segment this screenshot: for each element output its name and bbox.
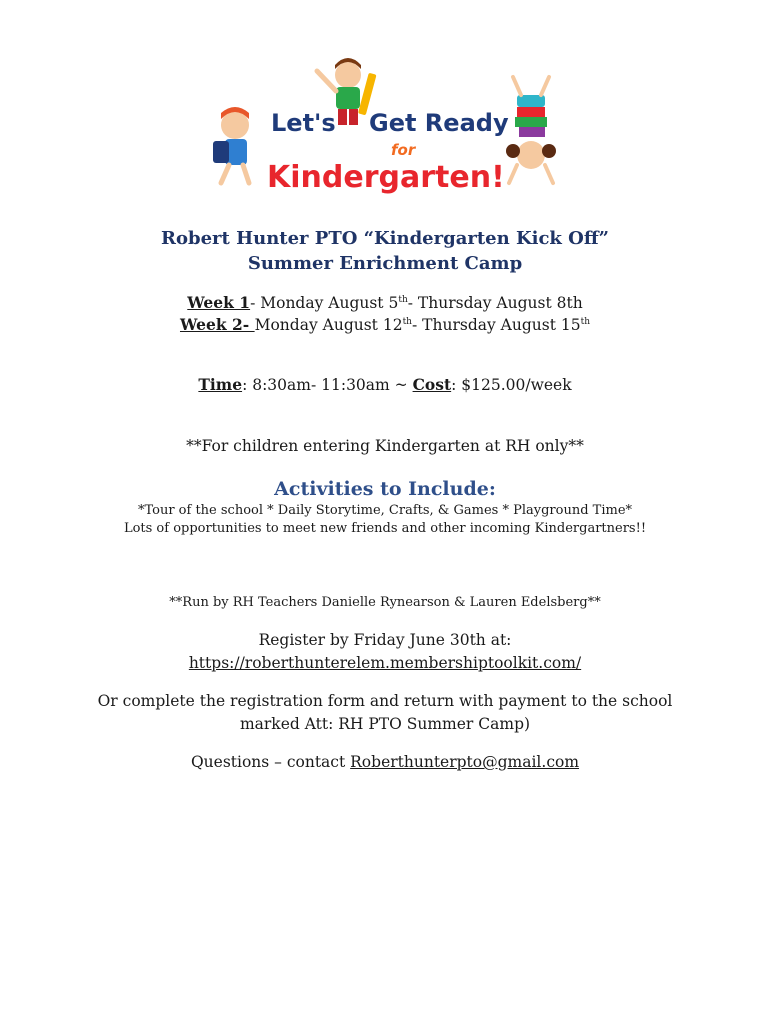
register-link[interactable]: https://roberthunterelem.membershiptoolkit.com/ [188, 654, 582, 672]
kindergarten-logo [205, 55, 565, 205]
eligibility-note: **For children entering Kindergarten at RH only** [186, 437, 584, 455]
week-2-end: - Thursday August 15 [411, 316, 581, 334]
week-2-start: Monday August 12 [254, 316, 403, 334]
week-2-label: Week 2- [179, 315, 255, 334]
time-cost-line [0, 375, 770, 394]
week-schedule [0, 292, 770, 336]
girl-with-books-illustration [506, 77, 556, 183]
teachers-note: **Run by RH Teachers Danielle Rynearson & Lauren Edelsberg** [169, 595, 601, 610]
boy-with-backpack-illustration [213, 107, 249, 183]
week-1-start: - Monday August 5 [250, 294, 399, 312]
logo-text-for: for [391, 141, 416, 159]
week-1-end: - Thursday August 8th [407, 294, 583, 312]
contact-line [0, 753, 770, 771]
time-label: Time [198, 375, 243, 394]
week-1-label: Week 1 [187, 293, 251, 312]
time-value: : 8:30am- 11:30am ~ [242, 376, 413, 394]
week-2-end-suffix: th [580, 316, 590, 327]
cost-value: : $125.00/week [451, 376, 572, 394]
week-2-row [0, 314, 770, 336]
logo-text-lets: Let's [271, 109, 336, 137]
contact-email-link[interactable]: Roberthunterpto@gmail.com [350, 753, 580, 771]
register-deadline: Register by Friday June 30th at: [258, 631, 512, 649]
week-2-start-suffix: th [402, 316, 412, 327]
logo-graphic [205, 55, 565, 205]
form-instructions-line-2: marked Att: RH PTO Summer Camp) [239, 715, 531, 733]
cost-label: Cost [412, 375, 452, 394]
activities-description: Lots of opportunities to meet new friends and other incoming Kindergartners!! [123, 521, 647, 536]
page-subtitle: Summer Enrichment Camp [247, 253, 523, 274]
activities-heading: Activities to Include: [274, 478, 496, 500]
activities-list: *Tour of the school * Daily Storytime, Crafts, & Games * Playground Time* [137, 503, 633, 518]
week-1-start-suffix: th [398, 294, 408, 305]
contact-prefix: Questions – contact [190, 753, 351, 771]
week-1-row [0, 292, 770, 314]
logo-text-get-ready: Get Ready [369, 109, 509, 137]
logo-text-kindergarten: Kindergarten! [267, 160, 505, 195]
page-title: Robert Hunter PTO “Kindergarten Kick Off” [161, 228, 609, 249]
register-link-line [0, 654, 770, 672]
form-instructions-line-1: Or complete the registration form and return with payment to the school [97, 692, 673, 710]
